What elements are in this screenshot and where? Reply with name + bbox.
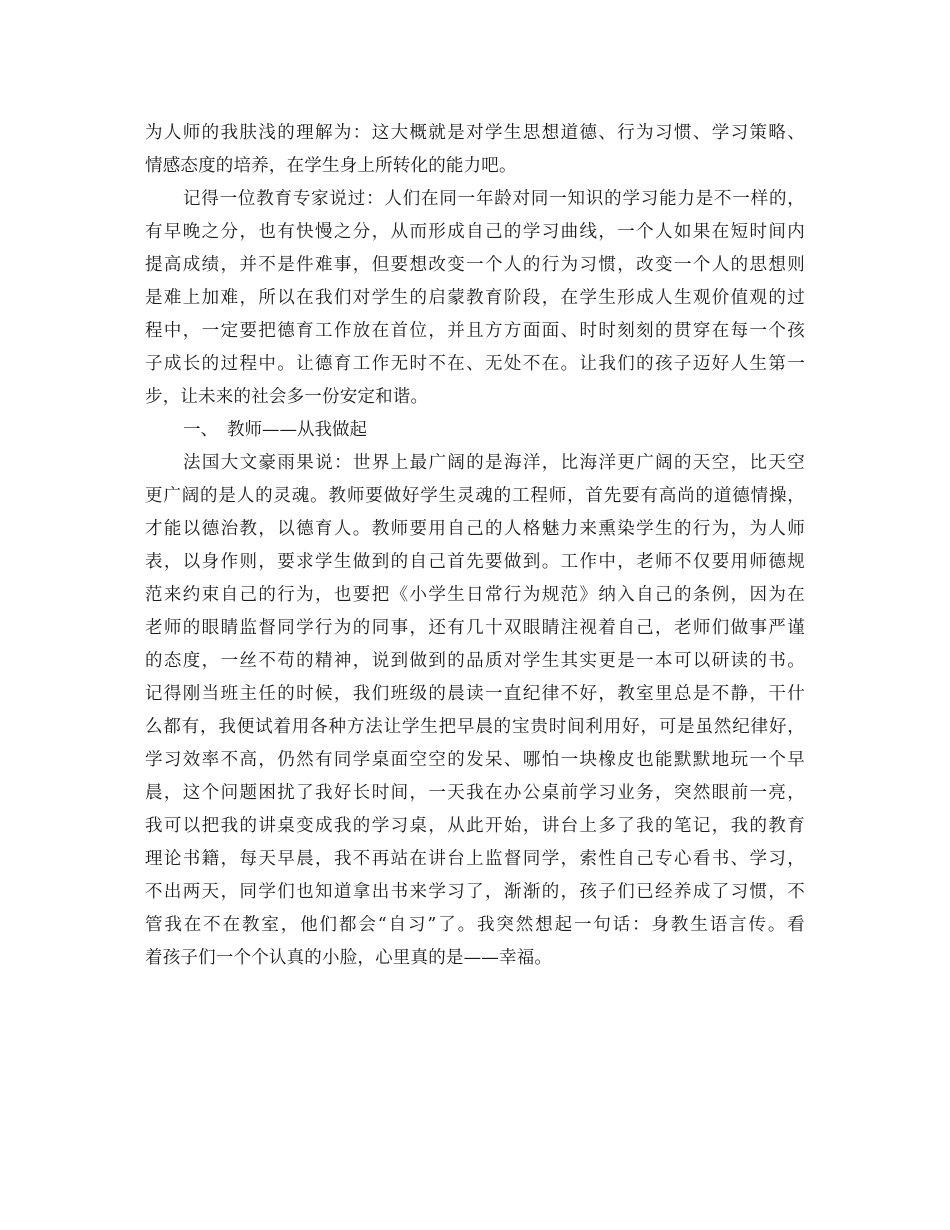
document-body: [145, 117, 805, 975]
text-line: 法国大文豪雨果说：世界上最广阔的是海洋，比海洋更广阔的天空，比天空: [183, 453, 805, 473]
text-line: 情感态度的培养，在学生身上所转化的能力吧。: [145, 156, 517, 176]
section-number: 一、: [183, 420, 218, 440]
text-line: 是难上加难，所以在我们对学生的启蒙教育阶段，在学生形成人生观价值观的过: [145, 288, 805, 308]
section-heading: [145, 414, 805, 447]
text-line: 理论书籍，每天早晨，我不再站在讲台上监督同学，索性自己专心看书、学习，: [145, 849, 805, 869]
text-line: 老师的眼睛监督同学行为的同事，还有几十双眼睛注视着自己，老师们做事严谨: [145, 618, 805, 638]
text-line: 范来约束自己的行为，也要把《小学生日常行为规范》纳入自己的条例，因为在: [145, 585, 805, 605]
text-line: 么都有，我便试着用各种方法让学生把早晨的宝贵时间利用好，可是虽然纪律好，: [145, 717, 805, 737]
text-line: 学习效率不高，仍然有同学桌面空空的发呆、哪怕一块橡皮也能默默地玩一个早: [145, 750, 805, 770]
text-line: 我可以把我的讲桌变成我的学习桌，从此开始，讲台上多了我的笔记，我的教育: [145, 816, 805, 836]
text-line: 的态度，一丝不苟的精神，说到做到的品质对学生其实更是一本可以研读的书。: [145, 651, 805, 671]
text-line: 提高成绩，并不是件难事，但要想改变一个人的行为习惯，改变一个人的思想则: [145, 255, 805, 275]
text-line: 记得刚当班主任的时候，我们班级的晨读一直纪律不好，教室里总是不静，干什: [145, 684, 805, 704]
text-line: 晨，这个问题困扰了我好长时间，一天我在办公桌前学习业务，突然眼前一亮，: [145, 783, 805, 803]
text-line: 子成长的过程中。让德育工作无时不在、无处不在。让我们的孩子迈好人生第一: [145, 354, 805, 374]
text-line: 步，让未来的社会多一份安定和谐。: [145, 387, 429, 407]
text-line: 为人师的我肤浅的理解为：这大概就是对学生思想道德、行为习惯、学习策略、: [145, 123, 805, 143]
paragraph-continuation: [145, 117, 805, 183]
text-line: 表，以身作则，要求学生做到的自己首先要做到。工作中，老师不仅要用师德规: [145, 552, 805, 572]
section-title: 教师——从我做起: [227, 420, 367, 440]
text-line: 管我在不在教室，他们都会“自习”了。我突然想起一句话：身教生语言传。看: [145, 915, 805, 935]
text-line: 着孩子们一个个认真的小脸，心里真的是——幸福。: [145, 948, 553, 968]
text-line: 不出两天，同学们也知道拿出书来学习了，渐渐的，孩子们已经养成了习惯，不: [145, 882, 805, 902]
text-line: 有早晚之分，也有快慢之分，从而形成自己的学习曲线，一个人如果在短时间内: [145, 222, 805, 242]
text-line: 程中，一定要把德育工作放在首位，并且方方面面、时时刻刻的贯穿在每一个孩: [145, 321, 805, 341]
text-line: 记得一位教育专家说过：人们在同一年龄对同一知识的学习能力是不一样的，: [183, 189, 805, 209]
paragraph-hugo-quote: [145, 447, 805, 975]
paragraph-education-expert: [145, 183, 805, 414]
text-line: 更广阔的是人的灵魂。教师要做好学生灵魂的工程师，首先要有高尚的道德情操，: [145, 486, 805, 506]
text-line: 才能以德治教，以德育人。教师要用自己的人格魅力来熏染学生的行为，为人师: [145, 519, 805, 539]
